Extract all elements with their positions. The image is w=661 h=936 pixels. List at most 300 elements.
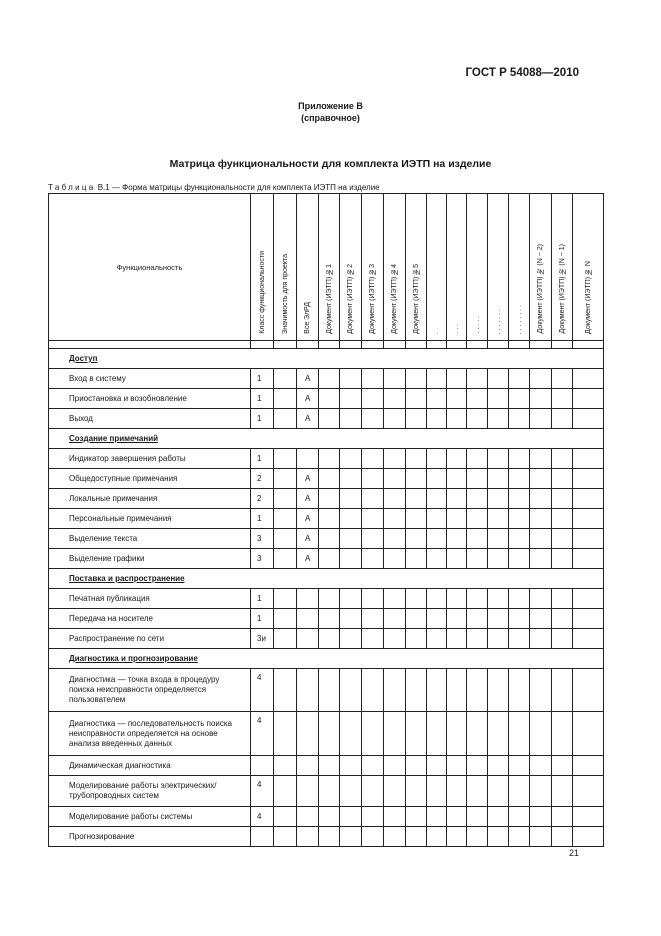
document-cell (427, 629, 447, 649)
document-cell (530, 807, 552, 827)
header-column (467, 194, 488, 341)
all-docs-value: А (297, 389, 319, 409)
document-cell (467, 609, 488, 629)
document-cell (406, 369, 427, 389)
document-cell (406, 509, 427, 529)
functionality-name: Динамическая диагностика (49, 756, 251, 776)
table-row (49, 712, 604, 756)
document-cell (319, 509, 340, 529)
document-cell (552, 756, 573, 776)
functionality-class: 4 (251, 776, 274, 807)
all-docs-value (297, 589, 319, 609)
document-cell (447, 807, 467, 827)
document-cell (406, 827, 427, 847)
section-title: Поставка и распространение (49, 569, 604, 589)
document-cell (573, 827, 604, 847)
document-cell (552, 469, 573, 489)
appendix-heading (0, 100, 661, 124)
functionality-name: Индикатор завершения работы (49, 449, 251, 469)
document-cell (552, 669, 573, 712)
document-cell (488, 469, 509, 489)
document-cell (406, 756, 427, 776)
document-cell (488, 389, 509, 409)
document-cell (509, 756, 530, 776)
header-column-label: Документ (ИЭТП) №1 (325, 264, 333, 334)
section-row (49, 649, 604, 669)
all-docs-value (297, 629, 319, 649)
table-row (49, 389, 604, 409)
document-cell (340, 807, 362, 827)
project-importance (274, 389, 297, 409)
document-cell (384, 712, 406, 756)
header-column (362, 194, 384, 341)
document-cell (552, 807, 573, 827)
document-cell (467, 756, 488, 776)
document-cell (509, 449, 530, 469)
section-title: Диагностика и прогнозирование (49, 649, 604, 669)
document-cell (447, 712, 467, 756)
document-cell (573, 609, 604, 629)
section-title: Создание примечаний (49, 429, 604, 449)
header-column (406, 194, 427, 341)
document-cell (384, 756, 406, 776)
empty-cell (552, 341, 573, 349)
document-cell (530, 712, 552, 756)
all-docs-value: А (297, 469, 319, 489)
document-cell (552, 712, 573, 756)
document-cell (362, 489, 384, 509)
document-cell (467, 509, 488, 529)
header-column-label: Документ (ИЭТП) №2 (347, 264, 354, 334)
all-docs-value (297, 669, 319, 712)
document-cell (509, 509, 530, 529)
document-cell (340, 776, 362, 807)
functionality-class: 4 (251, 807, 274, 827)
empty-cell (467, 341, 488, 349)
document-cell (362, 529, 384, 549)
functionality-name: Персональные примечания (49, 509, 251, 529)
table-caption-prefix: Таблица (48, 183, 96, 192)
document-cell (362, 807, 384, 827)
document-cell (573, 509, 604, 529)
table-row (49, 827, 604, 847)
document-cell (384, 549, 406, 569)
document-cell (509, 776, 530, 807)
functionality-name: Общедоступные примечания (49, 469, 251, 489)
empty-cell (384, 341, 406, 349)
functionality-name: Моделирование работы электрических/трубопроводных систем (49, 776, 251, 807)
document-cell (362, 589, 384, 609)
document-cell (340, 827, 362, 847)
document-cell (488, 509, 509, 529)
header-column (447, 194, 467, 341)
document-cell (447, 529, 467, 549)
document-cell (488, 827, 509, 847)
all-docs-value (297, 449, 319, 469)
functionality-class: 2 (251, 489, 274, 509)
document-cell (384, 629, 406, 649)
table-row (49, 509, 604, 529)
document-cell (319, 489, 340, 509)
header-column-label: . (433, 332, 440, 334)
all-docs-value (297, 712, 319, 756)
document-cell (447, 389, 467, 409)
document-cell (530, 469, 552, 489)
document-cell (384, 469, 406, 489)
header-column (384, 194, 406, 341)
section-row (49, 349, 604, 369)
document-cell (340, 669, 362, 712)
document-cell (406, 489, 427, 509)
project-importance (274, 469, 297, 489)
functionality-name: Диагностика — точка входа в процедуру поиска неисправности определяется пользователем (49, 669, 251, 712)
document-cell (406, 449, 427, 469)
project-importance (274, 549, 297, 569)
document-cell (319, 669, 340, 712)
document-cell (488, 712, 509, 756)
functionality-class: 1 (251, 409, 274, 429)
document-cell (509, 409, 530, 429)
document-cell (530, 629, 552, 649)
all-docs-value: А (297, 509, 319, 529)
document-cell (530, 549, 552, 569)
document-cell (384, 369, 406, 389)
document-cell (530, 756, 552, 776)
document-cell (573, 712, 604, 756)
document-cell (552, 389, 573, 409)
functionality-class: 3 (251, 549, 274, 569)
document-cell (406, 609, 427, 629)
document-cell (340, 449, 362, 469)
table-row (49, 669, 604, 712)
document-cell (340, 589, 362, 609)
functionality-class: 1 (251, 449, 274, 469)
project-importance (274, 529, 297, 549)
empty-cell (362, 341, 384, 349)
table-row (49, 369, 604, 389)
section-title: Доступ (49, 349, 604, 369)
document-cell (319, 469, 340, 489)
functionality-name: Диагностика — последовательность поиска неисправности определяется на основе анализа введенных данных (49, 712, 251, 756)
all-docs-value (297, 756, 319, 776)
document-cell (552, 549, 573, 569)
document-cell (427, 712, 447, 756)
document-cell (427, 807, 447, 827)
document-cell (552, 629, 573, 649)
document-cell (573, 409, 604, 429)
document-cell (488, 589, 509, 609)
document-cell (447, 776, 467, 807)
empty-cell (340, 341, 362, 349)
all-docs-value (297, 776, 319, 807)
functionality-matrix (48, 193, 604, 847)
document-cell (384, 807, 406, 827)
empty-cell (319, 341, 340, 349)
document-cell (509, 807, 530, 827)
document-cell (467, 669, 488, 712)
document-cell (552, 609, 573, 629)
document-cell (509, 369, 530, 389)
document-cell (340, 529, 362, 549)
document-cell (384, 409, 406, 429)
document-cell (384, 449, 406, 469)
document-cell (362, 756, 384, 776)
document-cell (530, 389, 552, 409)
empty-cell (49, 341, 251, 349)
all-docs-value: А (297, 549, 319, 569)
document-cell (427, 827, 447, 847)
section-row (49, 429, 604, 449)
all-docs-value: А (297, 489, 319, 509)
document-cell (427, 489, 447, 509)
document-cell (509, 549, 530, 569)
document-cell (509, 629, 530, 649)
document-cell (552, 489, 573, 509)
document-title: Матрица функциональности для комплекта ИЭТП на изделие (169, 158, 492, 170)
document-cell (530, 509, 552, 529)
project-importance (274, 609, 297, 629)
document-cell (319, 807, 340, 827)
document-cell (467, 776, 488, 807)
functionality-name: Вход в систему (49, 369, 251, 389)
document-cell (319, 776, 340, 807)
header-column-label: Документ (ИЭТП) №3 (369, 264, 376, 334)
document-cell (340, 369, 362, 389)
document-cell (427, 776, 447, 807)
document-cell (552, 369, 573, 389)
header-functionality: Функциональность (49, 194, 251, 341)
document-cell (573, 369, 604, 389)
document-cell (552, 827, 573, 847)
document-cell (509, 712, 530, 756)
document-cell (427, 469, 447, 489)
empty-cell (509, 341, 530, 349)
project-importance (274, 369, 297, 389)
document-cell (384, 389, 406, 409)
document-cell (509, 827, 530, 847)
document-cell (362, 629, 384, 649)
functionality-class: 1 (251, 509, 274, 529)
table-row (49, 629, 604, 649)
document-cell (509, 469, 530, 489)
project-importance (274, 827, 297, 847)
document-cell (319, 449, 340, 469)
document-cell (447, 827, 467, 847)
all-docs-value (297, 827, 319, 847)
document-cell (467, 629, 488, 649)
project-importance (274, 449, 297, 469)
document-cell (467, 449, 488, 469)
document-cell (340, 469, 362, 489)
document-cell (319, 609, 340, 629)
functionality-name: Выход (49, 409, 251, 429)
functionality-name: Выделение графики (49, 549, 251, 569)
document-cell (509, 389, 530, 409)
document-cell (362, 469, 384, 489)
document-cell (573, 669, 604, 712)
document-cell (384, 589, 406, 609)
document-cell (340, 629, 362, 649)
document-cell (340, 609, 362, 629)
document-cell (488, 756, 509, 776)
document-cell (319, 409, 340, 429)
document-cell (447, 489, 467, 509)
document-cell (467, 409, 488, 429)
functionality-name: Приостановка и возобновление (49, 389, 251, 409)
document-cell (488, 629, 509, 649)
header-column (552, 194, 573, 341)
document-cell (319, 369, 340, 389)
table-header-row (49, 194, 604, 341)
project-importance (274, 489, 297, 509)
table-caption (48, 183, 380, 192)
document-cell (447, 449, 467, 469)
document-cell (406, 712, 427, 756)
document-cell (384, 609, 406, 629)
document-cell (362, 549, 384, 569)
document-cell (406, 776, 427, 807)
functionality-name: Выделение текста (49, 529, 251, 549)
table-row (49, 549, 604, 569)
document-cell (552, 589, 573, 609)
functionality-class: 1 (251, 389, 274, 409)
document-cell (467, 549, 488, 569)
empty-cell (530, 341, 552, 349)
document-cell (530, 409, 552, 429)
header-column (274, 194, 297, 341)
document-cell (427, 756, 447, 776)
document-cell (530, 489, 552, 509)
functionality-class (251, 756, 274, 776)
document-cell (530, 529, 552, 549)
functionality-class: 1 (251, 589, 274, 609)
document-cell (406, 669, 427, 712)
document-cell (530, 449, 552, 469)
document-cell (406, 389, 427, 409)
header-column (488, 194, 509, 341)
table-caption-text: В.1 — Форма матрицы функциональности для комплекта ИЭТП на изделие (95, 183, 380, 192)
all-docs-value: А (297, 529, 319, 549)
appendix-subtitle: (справочное) (301, 113, 360, 123)
document-cell (467, 489, 488, 509)
table-row (49, 489, 604, 509)
document-cell (427, 529, 447, 549)
project-importance (274, 712, 297, 756)
document-cell (427, 589, 447, 609)
document-cell (467, 529, 488, 549)
document-cell (384, 776, 406, 807)
document-cell (427, 509, 447, 529)
document-cell (362, 712, 384, 756)
header-column (340, 194, 362, 341)
document-cell (362, 389, 384, 409)
header-column-label: Документ (ИЭТП) № (N − 2) (537, 244, 544, 334)
all-docs-value (297, 609, 319, 629)
functionality-class: 2 (251, 469, 274, 489)
document-cell (467, 389, 488, 409)
document-cell (384, 489, 406, 509)
standard-number: ГОСТ Р 54088—2010 (465, 67, 579, 79)
functionality-name: Моделирование работы системы (49, 807, 251, 827)
document-cell (427, 409, 447, 429)
document-cell (488, 409, 509, 429)
document-cell (427, 609, 447, 629)
document-cell (406, 549, 427, 569)
document-cell (530, 589, 552, 609)
document-cell (467, 827, 488, 847)
document-cell (447, 409, 467, 429)
document-cell (384, 827, 406, 847)
document-cell (427, 549, 447, 569)
document-cell (573, 389, 604, 409)
section-row (49, 569, 604, 589)
project-importance (274, 756, 297, 776)
project-importance (274, 629, 297, 649)
document-cell (340, 489, 362, 509)
document-cell (552, 776, 573, 807)
header-column (509, 194, 530, 341)
header-column (573, 194, 604, 341)
functionality-class: 1 (251, 609, 274, 629)
table-row (49, 529, 604, 549)
document-cell (362, 369, 384, 389)
header-column (530, 194, 552, 341)
functionality-name: Передача на носителе (49, 609, 251, 629)
document-cell (362, 509, 384, 529)
empty-cell (274, 341, 297, 349)
spacer-row (49, 341, 604, 349)
project-importance (274, 776, 297, 807)
document-cell (447, 469, 467, 489)
document-cell (406, 807, 427, 827)
document-cell (406, 469, 427, 489)
document-cell (340, 389, 362, 409)
document-cell (427, 669, 447, 712)
document-cell (362, 669, 384, 712)
document-cell (427, 449, 447, 469)
document-cell (447, 756, 467, 776)
document-cell (319, 629, 340, 649)
document-cell (488, 807, 509, 827)
document-cell (573, 529, 604, 549)
document-cell (319, 529, 340, 549)
document-cell (488, 369, 509, 389)
document-cell (447, 589, 467, 609)
functionality-class: 1 (251, 369, 274, 389)
empty-cell (573, 341, 604, 349)
document-cell (573, 807, 604, 827)
functionality-class (251, 827, 274, 847)
document-cell (573, 469, 604, 489)
document-cell (467, 807, 488, 827)
document-cell (340, 409, 362, 429)
header-column-label: Документ (ИЭТП) №4 (391, 264, 398, 334)
document-cell (530, 369, 552, 389)
document-cell (340, 756, 362, 776)
document-cell (488, 609, 509, 629)
document-cell (319, 549, 340, 569)
all-docs-value: А (297, 409, 319, 429)
document-cell (552, 409, 573, 429)
document-cell (509, 609, 530, 629)
document-cell (319, 756, 340, 776)
document-cell (362, 609, 384, 629)
document-cell (384, 669, 406, 712)
all-docs-value: А (297, 369, 319, 389)
empty-cell (427, 341, 447, 349)
header-column (251, 194, 274, 341)
header-column (297, 194, 319, 341)
